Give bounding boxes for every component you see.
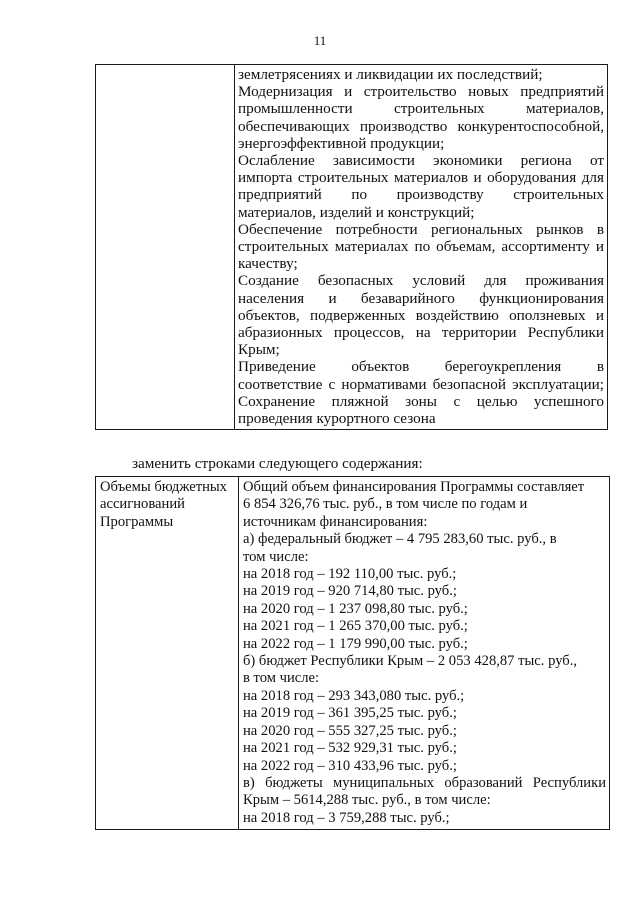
text-line: на 2022 год – 1 179 990,00 тыс. руб.; [243, 635, 468, 652]
text-line: энергоэффективной продукции; [238, 134, 445, 152]
label-line: Объемы бюджетных [100, 479, 227, 495]
label-line: Программы [100, 513, 174, 530]
text-line: материалов, изделий и конструкций; [238, 203, 475, 221]
text-line: Ослабление зависимости экономики региона от [238, 152, 604, 170]
text-line: Модернизация и строительство новых предприятий [238, 83, 604, 101]
text-line: на 2019 год – 920 714,80 тыс. руб.; [243, 583, 457, 600]
text-line: источникам финансирования: [243, 513, 428, 530]
text-line: том числе: [243, 548, 309, 565]
text-line: Крым; [238, 341, 280, 359]
replace-instruction: заменить строками следующего содержания: [132, 455, 423, 472]
text-line: Обеспечение потребности региональных рынков в [238, 220, 604, 238]
text-line: Крым – 5614,288 тыс. руб., в том числе: [243, 792, 491, 809]
text-line: землетрясениях и ликвидации их последствий; [238, 66, 543, 83]
budget-table [95, 476, 610, 830]
text-line: на 2022 год – 310 433,96 тыс. руб.; [243, 757, 457, 774]
text-line: предприятий по производству строительных [238, 186, 604, 204]
label-line: ассигнований [100, 496, 185, 513]
text-line: на 2018 год – 293 343,080 тыс. руб.; [243, 687, 465, 704]
page-number: 11 [313, 33, 327, 48]
text-line: на 2021 год – 1 265 370,00 тыс. руб.; [243, 618, 468, 635]
text-line: качеству; [238, 255, 298, 273]
budget-text-cell [239, 477, 610, 830]
program-goals-table [95, 64, 608, 430]
text-line: Приведение объектов берегоукрепления в [238, 358, 604, 376]
text-line: населения и безаварийного функционирования [238, 289, 604, 307]
text-line: Сохранение пляжной зоны с целью успешного [238, 392, 604, 410]
text-line: на 2021 год – 532 929,31 тыс. руб.; [243, 740, 457, 757]
text-line: на 2019 год – 361 395,25 тыс. руб.; [243, 705, 457, 722]
text-line: на 2018 год – 192 110,00 тыс. руб.; [243, 566, 457, 583]
text-line: б) бюджет Республики Крым – 2 053 428,87 тыс. руб., [243, 653, 578, 670]
text-line: строительных материалах по объемам, ассортименту и [238, 238, 604, 256]
text-line: промышленности строительных материалов, [238, 100, 604, 118]
text-line: соответствие с нормативами безопасной эксплуатации; [238, 375, 604, 393]
text-line: импорта строительных материалов и оборудования для [238, 169, 604, 187]
text-line: объектов, подверженных воздействию оползневых и [238, 306, 604, 324]
text-line: Общий объем финансирования Программы составляет [243, 479, 585, 495]
text-line: обеспечивающих производство конкурентоспособной, [238, 117, 604, 135]
text-line: на 2020 год – 555 327,25 тыс. руб.; [243, 722, 457, 739]
text-line: 6 854 326,76 тыс. руб., в том числе по годам и [243, 496, 528, 513]
text-line: на 2020 год – 1 237 098,80 тыс. руб.; [243, 600, 468, 617]
text-line: а) федеральный бюджет – 4 795 283,60 тыс. руб., в [243, 531, 557, 548]
goals-text-cell [235, 65, 608, 430]
text-line: в том числе: [243, 670, 320, 687]
text-line: на 2018 год – 3 759,288 тыс. руб.; [243, 809, 450, 826]
text-line: в) бюджеты муниципальных образований Республики [243, 774, 606, 791]
text-line: абразионных процессов, на территории Республики [238, 324, 604, 342]
text-line: проведения курортного сезона [238, 410, 436, 428]
empty-label-cell [96, 65, 235, 430]
budget-label-cell [96, 477, 239, 830]
text-line: Создание безопасных условий для проживания [238, 272, 604, 290]
